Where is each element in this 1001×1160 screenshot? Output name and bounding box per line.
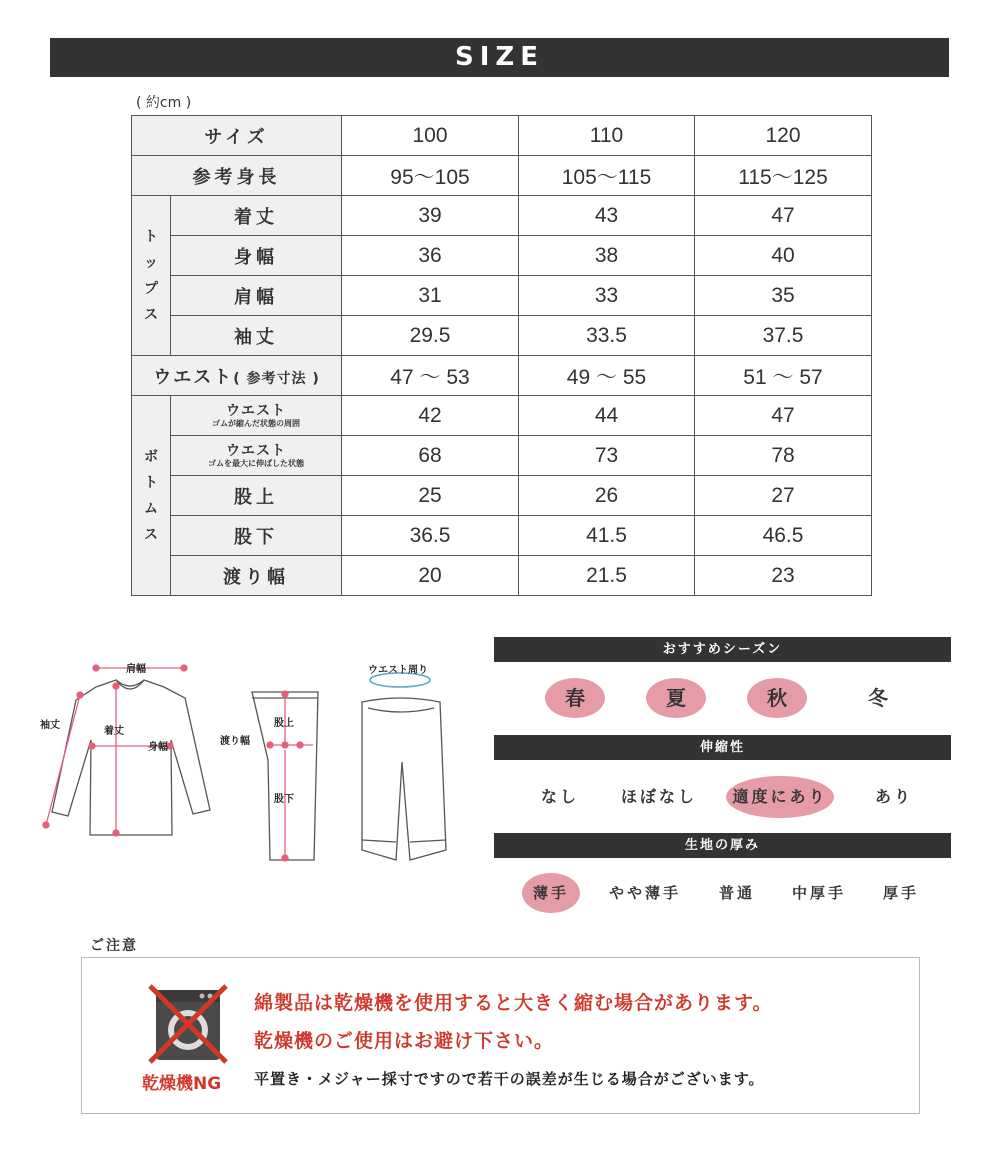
section-title: SIZE [454, 42, 544, 72]
table-cell: 51 〜 57 [695, 356, 872, 396]
table-row [132, 276, 872, 316]
row-label-main: ウエスト [226, 442, 286, 459]
table-row [132, 516, 872, 556]
thickness-title: 生地の厚み [494, 833, 951, 858]
thickness-thick: 厚手 [882, 884, 919, 902]
table-cell: 41.5 [519, 516, 695, 556]
waist-label: ウエスト [153, 366, 234, 388]
group-char: ト [144, 474, 158, 491]
table-cell: 95〜105 [342, 156, 519, 196]
group-char: ッ [144, 254, 158, 271]
notice-line-3: 平置き・メジャー採寸ですので若干の誤差が生じる場合がございます。 [254, 1070, 765, 1088]
stretch-yes: あり [874, 787, 913, 806]
pants-front-outline [362, 698, 446, 860]
table-cell: 44 [519, 396, 695, 436]
table-cell: 33.5 [519, 316, 695, 356]
group-char: ス [144, 526, 158, 543]
group-char: プ [144, 280, 158, 297]
row-label [171, 396, 342, 436]
table-row-waist [132, 356, 872, 396]
table-row [132, 436, 872, 476]
table-cell: 78 [695, 436, 872, 476]
stretch-moderate: 適度にあり [726, 776, 834, 818]
row-label-main: ウエスト [226, 402, 286, 419]
table-row [132, 556, 872, 596]
row-label: 肩幅 [171, 276, 342, 316]
table-cell: 31 [342, 276, 519, 316]
diagram-label: 肩幅 [126, 664, 146, 675]
table-cell: 35 [695, 276, 872, 316]
table-cell: 47 [695, 396, 872, 436]
table-cell: 38 [519, 236, 695, 276]
table-cell: 115〜125 [695, 156, 872, 196]
table-row [132, 236, 872, 276]
tops-group-label [132, 196, 171, 356]
measurement-diagram [30, 650, 480, 880]
season-title: おすすめシーズン [494, 637, 951, 662]
height-label: 参考身長 [132, 156, 342, 196]
row-label: 袖丈 [171, 316, 342, 356]
unit-note: ( 約cm ) [136, 95, 192, 111]
table-row [132, 316, 872, 356]
table-cell: 105〜115 [519, 156, 695, 196]
table-cell: 73 [519, 436, 695, 476]
group-char: ト [144, 228, 158, 245]
season-summer: 夏 [646, 678, 706, 718]
group-char: ス [144, 306, 158, 323]
row-label: 股上 [171, 476, 342, 516]
diagram-label: 股下 [274, 794, 294, 805]
dryer-ng-label: 乾燥機NG [142, 1074, 222, 1094]
diagram-label: 渡り幅 [220, 736, 250, 747]
table-cell: 23 [695, 556, 872, 596]
row-label: 着丈 [171, 196, 342, 236]
table-cell: 40 [695, 236, 872, 276]
size-table [131, 115, 872, 596]
season-autumn: 秋 [747, 678, 807, 718]
section-title-bar [50, 38, 949, 77]
table-cell: 36 [342, 236, 519, 276]
stretch-almost-none: ほぼなし [620, 787, 697, 806]
size-col-3: 120 [695, 116, 872, 156]
table-cell: 43 [519, 196, 695, 236]
table-row [132, 196, 872, 236]
diagram-label: 袖丈 [40, 720, 60, 731]
row-label [171, 436, 342, 476]
table-cell: 37.5 [695, 316, 872, 356]
table-cell: 21.5 [519, 556, 695, 596]
thickness-thin: 薄手 [522, 873, 580, 913]
table-cell: 39 [342, 196, 519, 236]
size-label: サイズ [132, 116, 342, 156]
notice-line-1: 綿製品は乾燥機を使用すると大きく縮む場合があります。 [254, 992, 773, 1014]
diagram-label: ウエスト周り [368, 665, 428, 676]
notice-box [81, 957, 920, 1114]
waist-label-cell [132, 356, 342, 396]
row-label: 渡り幅 [171, 556, 342, 596]
table-row [132, 476, 872, 516]
table-cell: 47 [695, 196, 872, 236]
diagram-label: 身幅 [148, 742, 168, 753]
table-cell: 47 〜 53 [342, 356, 519, 396]
table-cell: 33 [519, 276, 695, 316]
table-cell: 20 [342, 556, 519, 596]
stretch-none: なし [540, 787, 579, 806]
table-cell: 25 [342, 476, 519, 516]
dryer-ng-icon [146, 982, 230, 1066]
bottoms-group-label [132, 396, 171, 596]
shirt-outline [52, 680, 210, 835]
row-label-sub: ゴムが縮んだ状態の周囲 [212, 418, 300, 428]
size-col-1: 100 [342, 116, 519, 156]
garment-illustration [30, 650, 480, 880]
notice-title: ご注意 [90, 938, 138, 954]
thickness-normal: 普通 [718, 884, 755, 902]
table-cell: 46.5 [695, 516, 872, 556]
table-cell: 29.5 [342, 316, 519, 356]
row-label-sub: ゴムを最大に伸ばした状態 [208, 458, 304, 468]
size-col-2: 110 [519, 116, 695, 156]
table-row-height [132, 156, 872, 196]
table-row-size [132, 116, 872, 156]
notice-line-2: 乾燥機のご使用はお避け下さい。 [254, 1030, 555, 1052]
stretch-title: 伸縮性 [494, 735, 951, 760]
table-cell: 26 [519, 476, 695, 516]
season-winter: 冬 [868, 686, 888, 710]
season-spring: 春 [545, 678, 605, 718]
table-cell: 27 [695, 476, 872, 516]
row-label: 身幅 [171, 236, 342, 276]
waist-note: ( 参考寸法 ) [233, 370, 320, 387]
table-cell: 42 [342, 396, 519, 436]
row-label: 股下 [171, 516, 342, 556]
diagram-label: 股上 [274, 718, 294, 729]
group-char: ボ [144, 448, 158, 465]
table-row [132, 396, 872, 436]
thickness-slightly-thin: やや薄手 [608, 884, 681, 902]
table-cell: 49 〜 55 [519, 356, 695, 396]
table-cell: 36.5 [342, 516, 519, 556]
thickness-medium-thick: 中厚手 [791, 884, 846, 902]
group-char: ム [144, 500, 158, 517]
table-cell: 68 [342, 436, 519, 476]
diagram-label: 着丈 [104, 726, 124, 737]
